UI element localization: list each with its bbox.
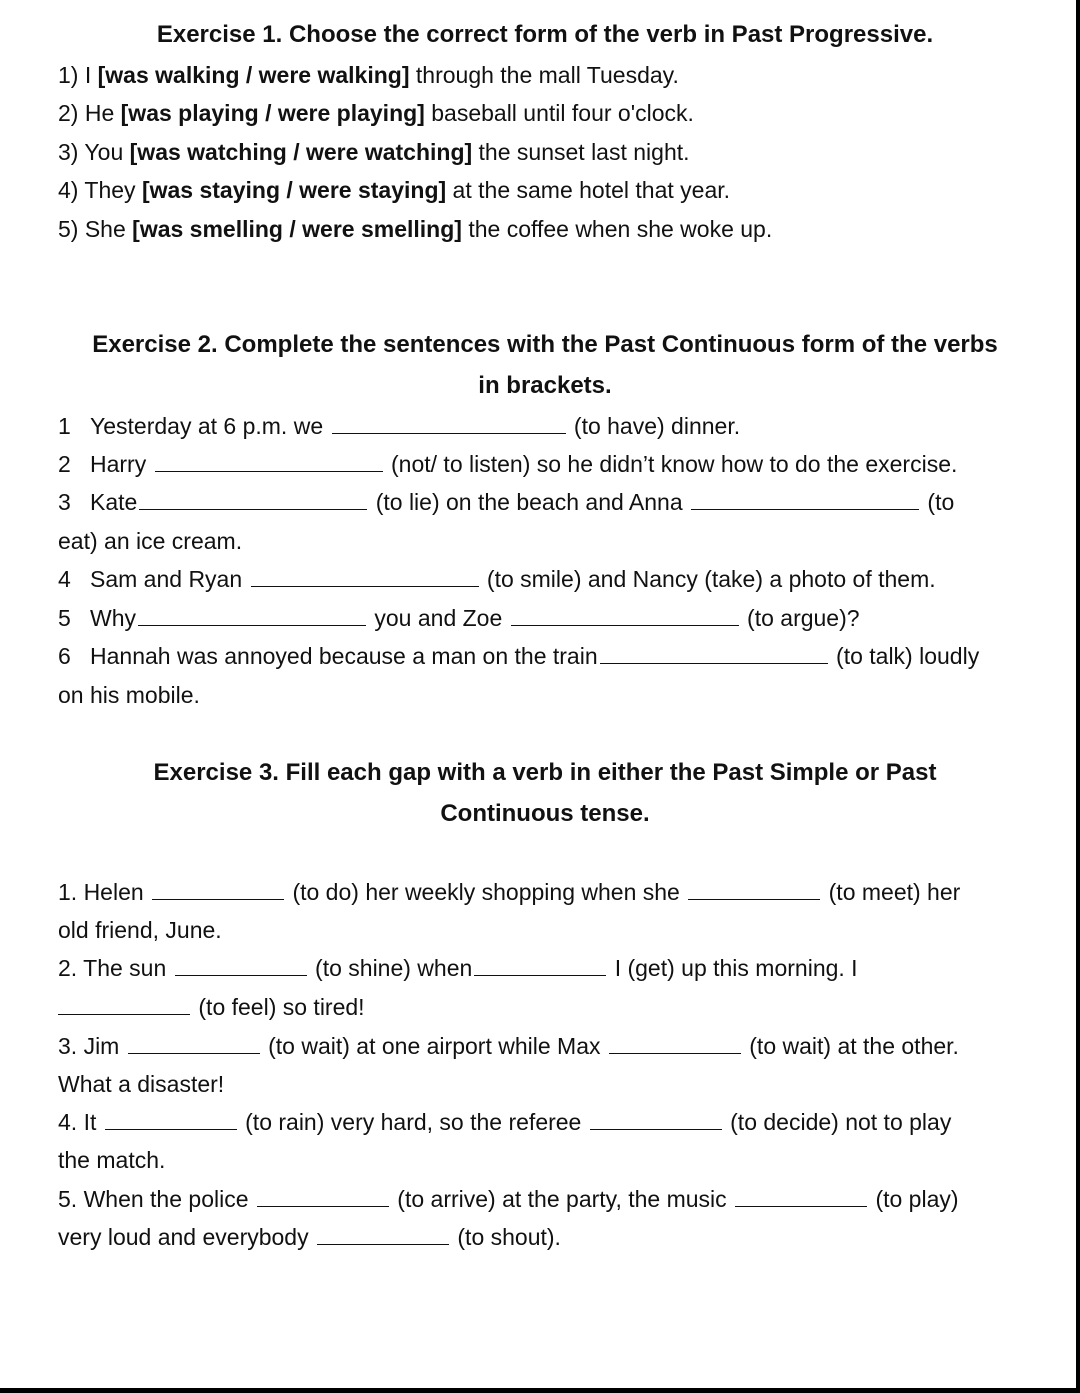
- answer-blank[interactable]: [138, 605, 366, 626]
- exercise-1-item-3: 3) You [was watching / were watching] the sunset last night.: [58, 139, 690, 165]
- exercise-3-item-3: 3. Jim (to wait) at one airport while Max (to wait) at the other.: [58, 1033, 959, 1059]
- answer-blank[interactable]: [139, 489, 367, 510]
- exercise-3-item-1: 1. Helen (to do) her weekly shopping when she (to meet) her: [58, 879, 961, 905]
- answer-blank[interactable]: [152, 879, 284, 900]
- exercise-2-title-line-1: Exercise 2. Complete the sentences with the Past Continuous form of the verbs: [92, 331, 998, 358]
- answer-blank[interactable]: [511, 605, 739, 626]
- answer-blank[interactable]: [474, 955, 606, 976]
- choice-bracket[interactable]: [was smelling / were smelling]: [132, 216, 462, 242]
- choice-bracket[interactable]: [was staying / were staying]: [141, 177, 447, 203]
- choice-bracket[interactable]: [was playing / were playing]: [120, 100, 425, 126]
- answer-blank[interactable]: [332, 413, 566, 434]
- answer-blank[interactable]: [257, 1186, 389, 1207]
- choice-bracket[interactable]: [was watching / were watching]: [129, 139, 473, 165]
- page-border-right: [1076, 0, 1080, 1393]
- answer-blank[interactable]: [251, 566, 479, 587]
- exercise-2-item-6: 6 Hannah was annoyed because a man on the train (to talk) loudly: [58, 643, 980, 669]
- answer-blank[interactable]: [155, 451, 383, 472]
- answer-blank[interactable]: [590, 1109, 722, 1130]
- answer-blank[interactable]: [128, 1033, 260, 1054]
- exercise-3-item-2-cont: (to feel) so tired!: [58, 992, 365, 1022]
- answer-blank[interactable]: [691, 489, 919, 510]
- page-border-bottom: [0, 1388, 1080, 1393]
- exercise-3-item-5: 5. When the police (to arrive) at the party, the music (to play): [58, 1186, 959, 1212]
- answer-blank[interactable]: [688, 879, 820, 900]
- exercise-3-title-line-1: Exercise 3. Fill each gap with a verb in either the Past Simple or Past: [153, 759, 937, 786]
- exercise-3-item-4: 4. It (to rain) very hard, so the referee (to decide) not to play: [58, 1109, 952, 1135]
- answer-blank[interactable]: [609, 1033, 741, 1054]
- answer-blank[interactable]: [58, 994, 190, 1015]
- exercise-3-item-5-cont: very loud and everybody (to shout).: [58, 1224, 561, 1250]
- exercise-1-item-1: 1) I [was walking / were walking] through the mall Tuesday.: [58, 62, 679, 88]
- answer-blank[interactable]: [105, 1109, 237, 1130]
- exercise-1-item-5: 5) She [was smelling / were smelling] the coffee when she woke up.: [58, 216, 773, 242]
- exercise-2-item-2: 2 Harry (not/ to listen) so he didn’t know how to do the exercise.: [58, 451, 958, 477]
- exercise-2-item-3-cont: eat) an ice cream.: [58, 528, 243, 554]
- exercise-2-item-1: 1 Yesterday at 6 p.m. we (to have) dinner.: [58, 413, 741, 439]
- exercise-3-item-1-cont: old friend, June.: [58, 917, 222, 943]
- exercise-1-item-2: 2) He [was playing / were playing] baseball until four o'clock.: [58, 100, 694, 126]
- choice-bracket[interactable]: [was walking / were walking]: [97, 62, 410, 88]
- exercise-1-item-4: 4) They [was staying / were staying] at the same hotel that year.: [58, 177, 731, 203]
- exercise-1-title: Exercise 1. Choose the correct form of the verb in Past Progressive.: [156, 21, 934, 48]
- exercise-3-item-3-cont: What a disaster!: [58, 1071, 225, 1097]
- exercise-3-item-4-cont: the match.: [58, 1147, 166, 1173]
- exercise-2-title-line-2: in brackets.: [478, 372, 612, 399]
- answer-blank[interactable]: [317, 1224, 449, 1245]
- exercise-2-item-3: 3 Kate (to lie) on the beach and Anna (to: [58, 489, 955, 515]
- exercise-2-item-4: 4 Sam and Ryan (to smile) and Nancy (take) a photo of them.: [58, 566, 936, 592]
- answer-blank[interactable]: [735, 1186, 867, 1207]
- exercise-2-item-5: 5 Why you and Zoe (to argue)?: [58, 605, 860, 631]
- answer-blank[interactable]: [600, 643, 828, 664]
- exercise-2-item-6-cont: on his mobile.: [58, 682, 200, 708]
- exercise-3-item-2: 2. The sun (to shine) when I (get) up this morning. I: [58, 955, 858, 981]
- answer-blank[interactable]: [175, 955, 307, 976]
- exercise-3-title-line-2: Continuous tense.: [440, 800, 650, 827]
